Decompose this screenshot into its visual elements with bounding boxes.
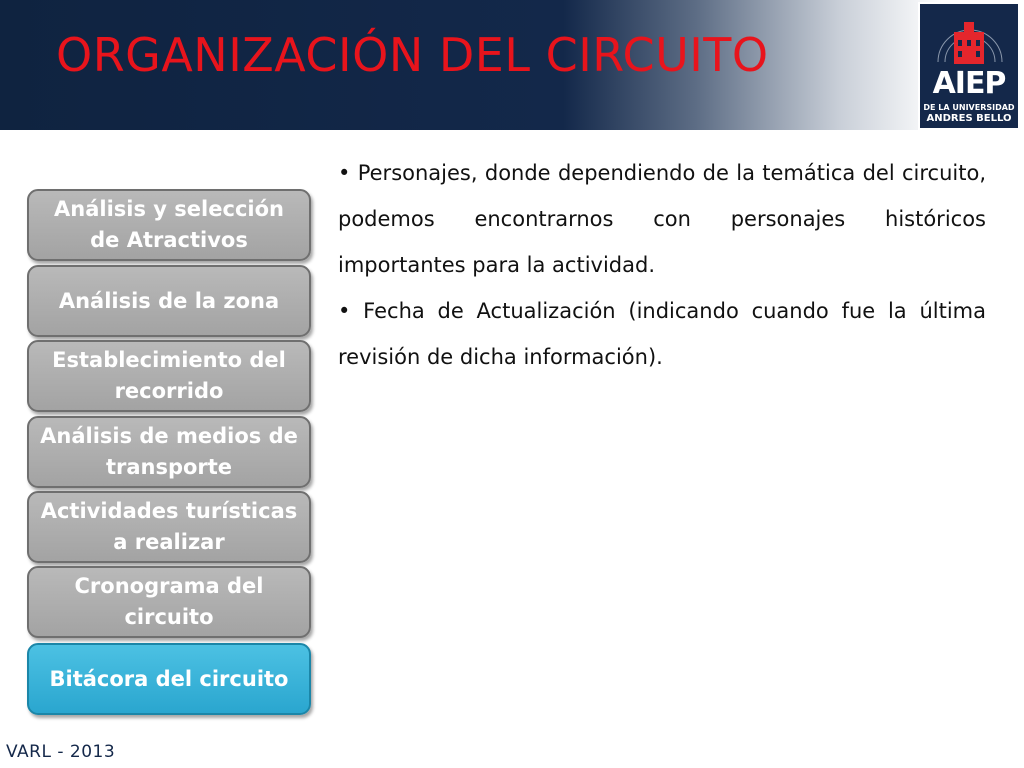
footer-label: VARL - 2013 <box>6 742 116 762</box>
logo-subtitle-name: ANDRES BELLO <box>926 113 1012 124</box>
step-actividades-turisticas[interactable]: Actividades turísticas a realizar <box>27 491 311 563</box>
step-analisis-zona[interactable]: Análisis de la zona <box>27 265 311 337</box>
logo-subtitle: DE LA UNIVERSIDAD <box>923 103 1015 112</box>
slide-title: ORGANIZACIÓN DEL CIRCUITO <box>56 28 769 82</box>
step-establecimiento-recorrido[interactable]: Establecimiento del recorrido <box>27 340 311 412</box>
step-bitacora[interactable]: Bitácora del circuito <box>27 643 311 715</box>
content-text <box>338 150 986 380</box>
bullet-personajes: • Personajes, donde dependiendo de la temática del circuito, podemos encontrarnos con personajes históricos importantes para la actividad. <box>338 161 986 277</box>
logo-wordmark: AIEP <box>932 66 1006 101</box>
bullet-fecha-actualizacion: • Fecha de Actualización (indicando cuando fue la última revisión de dicha información). <box>338 299 986 369</box>
step-analisis-transporte[interactable]: Análisis de medios de transporte <box>27 416 311 488</box>
aiep-logo <box>918 2 1020 130</box>
step-cronograma[interactable]: Cronograma del circuito <box>27 566 311 638</box>
step-analisis-atractivos[interactable]: Análisis y selección de Atractivos <box>27 189 311 261</box>
